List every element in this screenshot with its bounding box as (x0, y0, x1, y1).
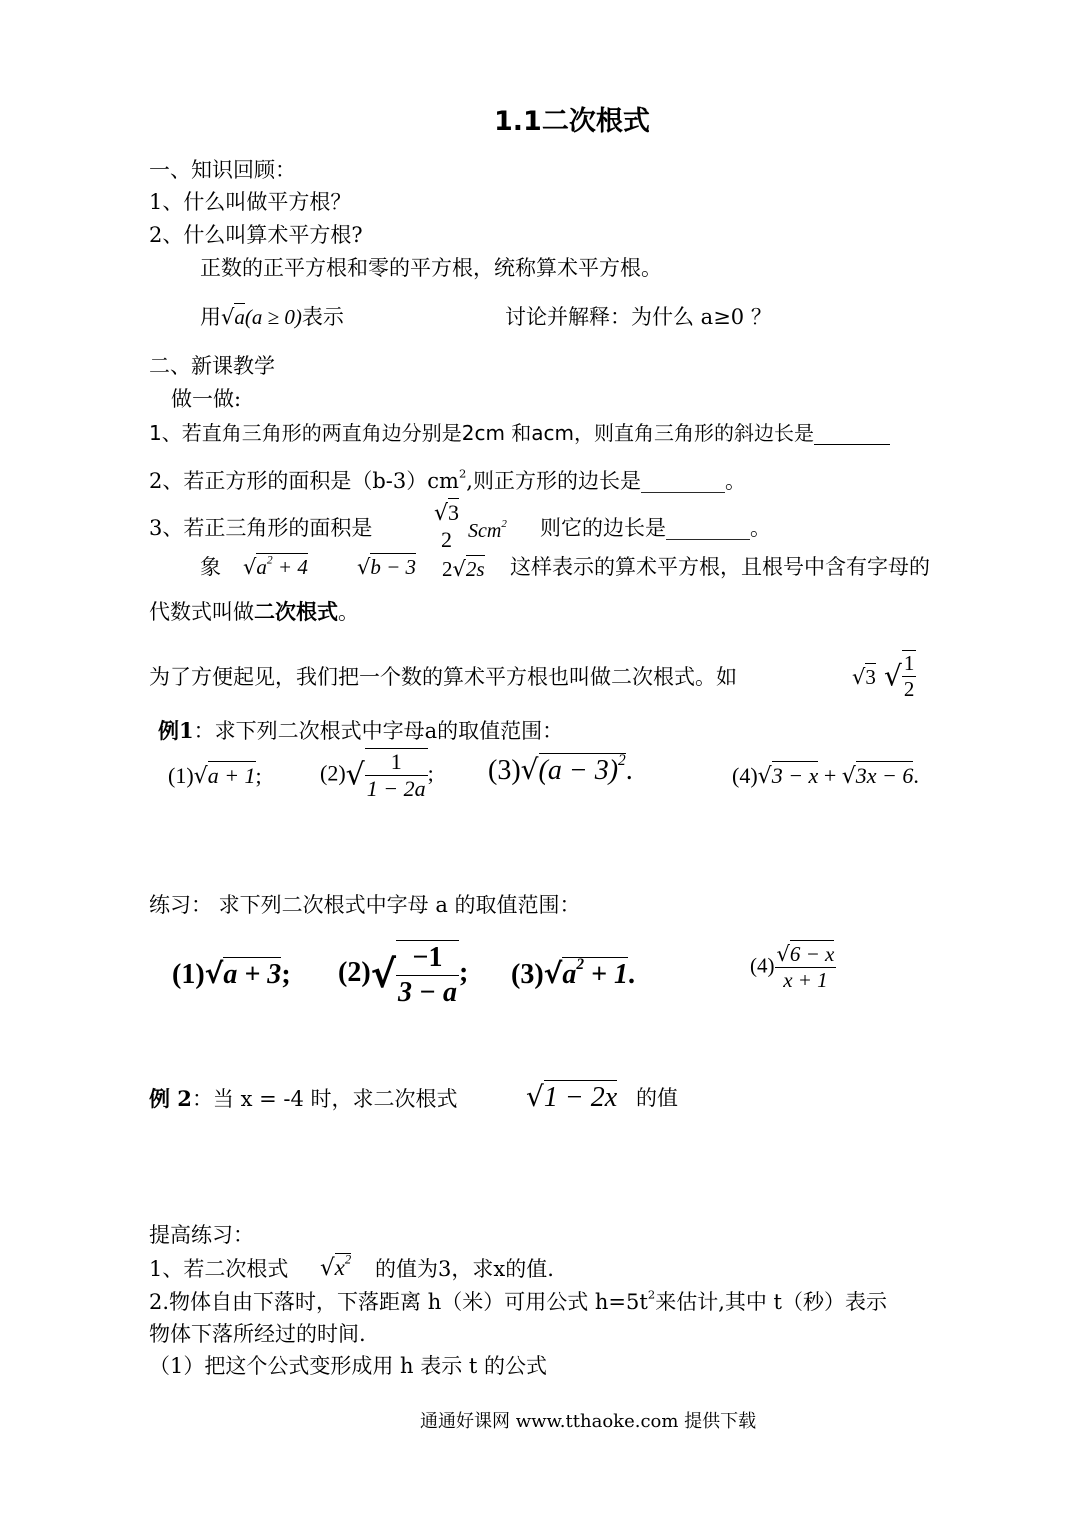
problem-3-tail: 则它的边长是________。 (540, 516, 771, 540)
problem-3-text: 3、若正三角形的面积是 (149, 516, 373, 540)
problem-3 (149, 516, 372, 541)
page-title: 1.1二次根式 (494, 106, 650, 137)
advanced-problem-2-exponent: 2 (647, 1287, 656, 1302)
example-1-text: ：求下列二次根式中字母a的取值范围： (193, 719, 564, 743)
example-2-text: ：当 x = -4 时，求二次根式 (191, 1087, 458, 1111)
sqrt-a-formula: √a (221, 305, 245, 329)
notation-line (200, 305, 344, 330)
advanced-problem-1-suffix: 的值为3，求x的值. (375, 1257, 554, 1281)
sqrt-3-formula: √3 (852, 665, 876, 689)
area-unit-text: Scm (468, 520, 502, 542)
definition-term: 二次根式 (254, 599, 338, 624)
advanced-problem-2-text: 2.物体自由下落时，下落距离 h（米）可用公式 h=5t (149, 1290, 648, 1314)
example-2-heading (149, 1086, 458, 1112)
practice-heading: 练习： 求下列二次根式中字母 a 的取值范围： (149, 893, 581, 917)
definition-prefix: 代数式叫做 (149, 600, 254, 624)
advanced-problem-1-prefix: 1、若二次根式 (149, 1257, 289, 1281)
example-1-heading (158, 718, 563, 744)
problem-1 (149, 421, 890, 445)
example-2-label: 例 2 (149, 1086, 192, 1111)
advanced-heading: 提高练习： (149, 1223, 254, 1247)
example-1-item-3: $(3)√(a - 3)^2$. (488, 752, 633, 786)
review-question-1: 1、什么叫做平方根？ (149, 190, 352, 214)
example-1-item-2: (2)√ $\frac{1}{1 - 2a}$ ; (320, 749, 434, 802)
like-label: 象 (200, 555, 221, 579)
practice-item-3: $(3)√a^2 + 1$. (511, 956, 636, 990)
practice-item-1: (1)√a + 3; (172, 957, 291, 990)
review-question-2: 2、什么叫算术平方根? (149, 223, 363, 247)
convenience-note: 为了方便起见，我们把一个数的算术平方根也叫做二次根式。如 (149, 665, 737, 689)
arithmetic-root-definition: 正数的正平方根和零的平方根，统称算术平方根。 (200, 256, 662, 280)
example-1-item-4: (4)√3 − x + √3x − 6. (732, 763, 919, 789)
problem-2-exponent: 2 (458, 466, 467, 481)
notation-suffix: 表示 (301, 305, 344, 329)
answer-blank (814, 444, 890, 445)
condition-formula: (a ≥ 0) (244, 305, 302, 329)
discussion-prompt: 讨论并解释：为什么 a≥0 ？ (505, 305, 772, 329)
practice-item-2: (2)√ $\frac{-1}{3 - a}$ ; (338, 942, 469, 1008)
problem-2-tail: ,则正方形的边长是________。 (466, 469, 746, 493)
sqrt3-over-2-formula: √3 2 (434, 500, 460, 553)
review-heading: 一、知识回顾： (149, 158, 296, 182)
advanced-problem-2-tail: 来估计,其中 t（秒）表示 (655, 1290, 887, 1314)
example-1-item-1: (1)√a + 1; (168, 763, 262, 789)
definition-end: 。 (338, 600, 359, 624)
two-sqrt-2s-formula: 2√2s (442, 557, 485, 581)
advanced-problem-2-sub-1: （1）把这个公式变形成用 h 表示 t 的公式 (149, 1354, 548, 1378)
practice-item-4: (4) $\frac{√6 - x}{x + 1}$ (750, 942, 835, 993)
try-heading: 做一做: (171, 387, 242, 411)
sqrt-half-formula: √ $\frac{1}{2}$ (884, 651, 915, 702)
sqrt-x-squared-formula: $√x^2$ (320, 1252, 352, 1281)
advanced-problem-2-line-2: 物体下落所经过的时间. (149, 1322, 366, 1346)
problem-1-text: 1、若直角三角形的两直角边分别是2cm 和acm，则直角三角形的斜边长是 (149, 421, 815, 445)
problem-2 (149, 466, 746, 494)
definition-line (149, 599, 359, 625)
problem-2-text: 2、若正方形的面积是（b-3）cm (149, 469, 459, 493)
area-unit: Scm$^2$ (468, 518, 507, 542)
page-footer: 通通好课网 www.tthaoke.com 提供下载 (420, 1411, 757, 1432)
example-2-tail: 的值 (636, 1086, 678, 1110)
example-1-label: 例1 (158, 718, 194, 743)
like-description: 这样表示的算术平方根，且根号中含有字母的 (510, 555, 930, 579)
lesson-heading: 二、新课教学 (149, 354, 275, 378)
advanced-problem-2-line-1 (149, 1287, 887, 1315)
sqrt-a2-plus-4-formula: $√a^2 + 4$ (243, 554, 308, 579)
sqrt-b-minus-3-formula: √b − 3 (357, 555, 417, 579)
notation-prefix: 用 (200, 305, 221, 329)
advanced-problem-1 (149, 1257, 288, 1282)
sqrt-1-minus-2x-formula: √1 − 2x (526, 1080, 618, 1113)
